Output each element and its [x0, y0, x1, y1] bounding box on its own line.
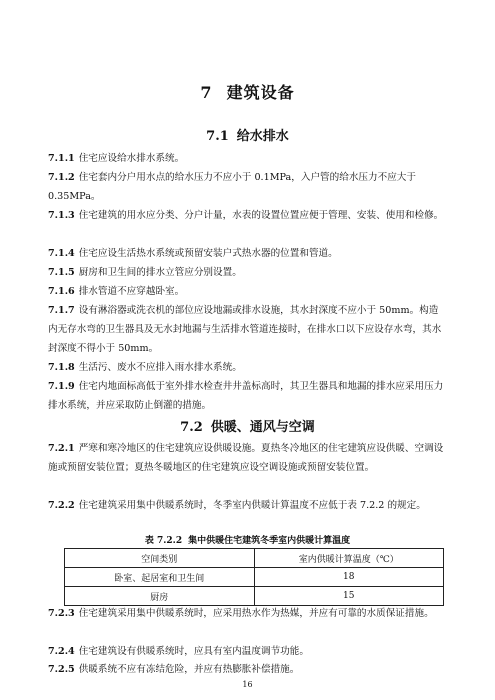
chapter-heading	[0, 80, 495, 103]
table-caption-title: 集中供暖住宅建筑冬季室内供暖计算温度	[188, 536, 351, 546]
clause-text: 厨房和卫生间的排水立管应分别设置。	[78, 267, 242, 278]
clause-number: 7.1.5	[48, 267, 75, 278]
clause-7-2-2	[48, 496, 446, 515]
clause-number: 7.1.7	[48, 305, 75, 316]
clause-7-1-6	[48, 282, 446, 301]
section-number: 7.2	[180, 420, 203, 435]
clause-7-2-4	[48, 642, 446, 661]
clause-number: 7.1.1	[48, 153, 75, 164]
section-number: 7.1	[206, 129, 229, 144]
clause-number: 7.2.4	[48, 646, 75, 657]
section-title: 供暖、通风与空调	[210, 420, 315, 435]
clause-text: 住宅应设给水排水系统。	[78, 153, 185, 164]
clause-7-2-5	[48, 660, 446, 679]
clause-text: 住宅建筑采用集中供暖系统时，应采用热水作为热媒，并应有可靠的水质保证措施。	[78, 608, 434, 619]
clause-text: 生活污、废水不应排入雨水排水系统。	[78, 362, 242, 373]
clause-number: 7.1.9	[48, 381, 75, 392]
clause-number: 7.2.2	[48, 500, 75, 511]
clause-7-1-2	[48, 168, 446, 206]
clause-7-2-1	[48, 439, 446, 477]
heating-temperature-table	[64, 548, 444, 606]
clause-text: 住宅套内分户用水点的给水压力不应小于 0.1MPa，入户管的给水压力不应大于 0.35MPa。	[48, 172, 416, 202]
clause-7-1-4	[48, 244, 446, 263]
table-cell: 厨房	[65, 587, 255, 606]
section-heading-7-1	[0, 125, 495, 144]
clause-7-1-9	[48, 377, 446, 415]
clause-7-1-8	[48, 358, 446, 377]
table-row	[65, 568, 444, 587]
clause-text: 设有淋浴器或洗衣机的部位应设地漏或排水设施，其水封深度不应小于 50mm。构造内无存水弯的卫生器具及无水封地漏与生活排水管道连接时，在排水口以下应设存水弯，其水封深度不得小于 50mm。	[48, 305, 442, 354]
clause-7-1-7	[48, 301, 446, 358]
clause-number: 7.2.1	[48, 443, 75, 454]
clause-number: 7.1.6	[48, 286, 75, 297]
page-number: 16	[242, 680, 253, 689]
section-heading-7-2	[0, 416, 495, 435]
clause-7-1-1	[48, 149, 446, 168]
table-caption	[0, 533, 495, 546]
clause-text: 住宅建筑采用集中供暖系统时，冬季室内供暖计算温度不应低于表 7.2.2 的规定。	[78, 500, 426, 511]
table-header-row	[65, 549, 444, 568]
clause-text: 严寒和寒冷地区的住宅建筑应设供暖设施。夏热冬冷地区的住宅建筑应设供暖、空调设施或预留安装位置；夏热冬暖地区的住宅建筑应设空调设施或预留安装位置。	[48, 443, 444, 473]
chapter-number: 7	[200, 83, 213, 102]
clause-7-2-3	[48, 604, 446, 623]
table-cell: 卧室、起居室和卫生间	[65, 568, 255, 587]
clause-text: 住宅建筑设有供暖系统时，应具有室内温度调节功能。	[78, 646, 309, 657]
clause-number: 7.1.4	[48, 248, 75, 259]
table-row	[65, 587, 444, 606]
table-cell: 18	[254, 568, 444, 587]
clause-7-1-3	[48, 206, 446, 225]
clause-number: 7.2.5	[48, 664, 75, 675]
clause-text: 住宅应设生活热水系统或预留安装户式热水器的位置和管道。	[78, 248, 338, 259]
clause-number: 7.1.8	[48, 362, 75, 373]
clause-text: 住宅建筑的用水应分类、分户计量，水表的设置位置应便于管理、安装、使用和检修。	[78, 210, 444, 221]
clause-text: 排水管道不应穿越卧室。	[78, 286, 185, 297]
table-caption-number: 表 7.2.2	[144, 536, 183, 546]
table-header-cell: 室内供暖计算温度（℃）	[254, 549, 444, 568]
clause-text: 住宅内地面标高低于室外排水检查井井盖标高时，其卫生器具和地漏的排水应采用压力排水系统，并应采取防止倒灌的措施。	[48, 381, 444, 411]
section-title: 给水排水	[236, 129, 289, 144]
clause-text: 供暖系统不应有冻结危险，并应有热膨胀补偿措施。	[78, 664, 300, 675]
table-header-cell: 空间类别	[65, 549, 255, 568]
clause-number: 7.1.2	[48, 172, 75, 183]
clause-7-1-5	[48, 263, 446, 282]
table-cell: 15	[254, 587, 444, 606]
clause-number: 7.1.3	[48, 210, 75, 221]
clause-number: 7.2.3	[48, 608, 75, 619]
chapter-title: 建筑设备	[226, 83, 295, 102]
